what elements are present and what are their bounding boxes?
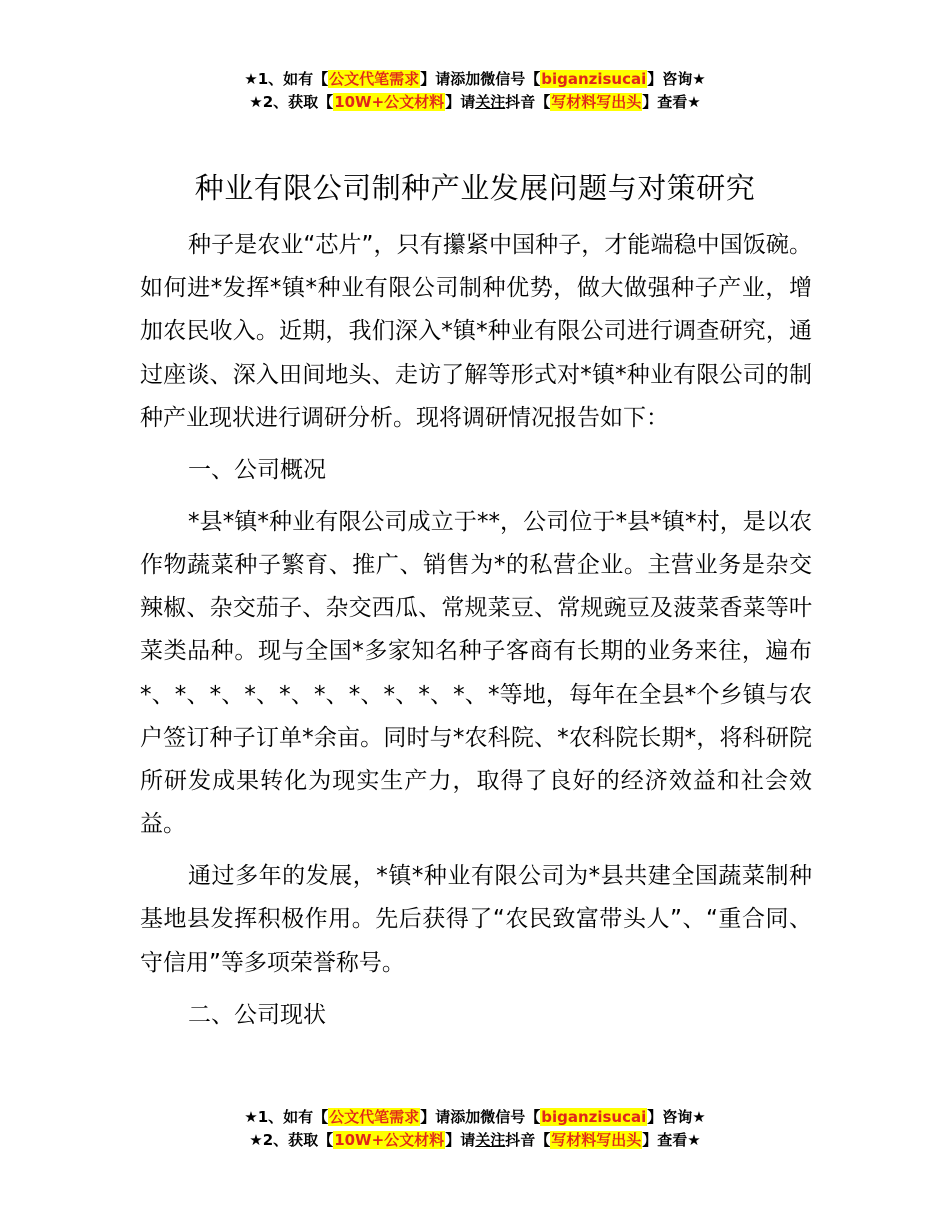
promo-highlight-wechat-id: biganzisucai	[541, 1108, 647, 1126]
promo-highlight-ghostwriting: 公文代笔需求	[329, 70, 420, 88]
promo-line-1	[0, 1106, 950, 1129]
promo-text: 】查看★	[642, 93, 701, 111]
intro-paragraph: 种子是农业“芯片”，只有攥紧中国种子，才能端稳中国饭碗。如何进*发挥*镇*种业有限公司制种优势，做大做强种子产业，增加农民收入。近期，我们深入*镇*种业有限公司进行调查研究，通过座谈、深入田间地头、走访了解等形式对*镇*种业有限公司的制种产业现状进行调研分析。现将调研情况报告如下：	[140, 232, 812, 431]
promo-text: 】请	[445, 1131, 476, 1149]
promo-highlight-douyin: 写材料写出头	[551, 93, 642, 111]
promo-text: ★1、如有【	[244, 1108, 329, 1126]
promo-text: 】请添加微信号【	[420, 70, 541, 88]
promo-text: 】请添加微信号【	[420, 1108, 541, 1126]
promo-text: 】查看★	[642, 1131, 701, 1149]
promo-highlight-wechat-id: biganzisucai	[541, 70, 647, 88]
overview-paragraph: *县*镇*种业有限公司成立于**，公司位于*县*镇*村，是以农作物蔬菜种子繁育、推广、销售为*的私营企业。主营业务是杂交辣椒、杂交茄子、杂交西瓜、常规菜豆、常规豌豆及菠菜香菜等叶菜类品种。现与全国*多家知名种子客商有长期的业务来往，遍布*、*、*、*、*、*、*、*、*、*、*等地，每年在全县*个乡镇与农户签订种子订单*余亩。同时与*农科院、*农科院长期*，将科研院所研发成果转化为现实生产力，取得了良好的经济效益和社会效益。	[140, 508, 812, 838]
promo-underlined-follow: 关注	[475, 1131, 506, 1149]
section-heading-status: 二、公司现状	[188, 1001, 326, 1028]
promo-text: 抖音【	[505, 93, 551, 111]
promo-line-1	[0, 68, 950, 91]
promo-text: 】请	[445, 93, 476, 111]
promo-text: 】咨询★	[647, 70, 706, 88]
promo-banner-bottom	[0, 1106, 950, 1152]
promo-text: 抖音【	[505, 1131, 551, 1149]
promo-text: ★1、如有【	[244, 70, 329, 88]
document-title: 种业有限公司制种产业发展问题与对策研究	[194, 171, 756, 205]
promo-line-2	[0, 91, 950, 114]
promo-text: 】咨询★	[647, 1108, 706, 1126]
promo-highlight-ghostwriting: 公文代笔需求	[329, 1108, 420, 1126]
promo-highlight-materials: 10W+公文材料	[334, 93, 445, 111]
promo-banner-top	[0, 68, 950, 114]
document-body	[140, 224, 812, 1046]
promo-text: ★2、获取【	[249, 1131, 334, 1149]
section-heading-overview: 一、公司概况	[188, 456, 326, 483]
promo-underlined-follow: 关注	[475, 93, 506, 111]
promo-text: ★2、获取【	[249, 93, 334, 111]
development-paragraph: 通过多年的发展，*镇*种业有限公司为*县共建全国蔬菜制种基地县发挥积极作用。先后获得了“农民致富带头人”、“重合同、守信用”等多项荣誉称号。	[140, 863, 812, 976]
promo-line-2	[0, 1129, 950, 1152]
promo-highlight-douyin: 写材料写出头	[551, 1131, 642, 1149]
promo-highlight-materials: 10W+公文材料	[334, 1131, 445, 1149]
